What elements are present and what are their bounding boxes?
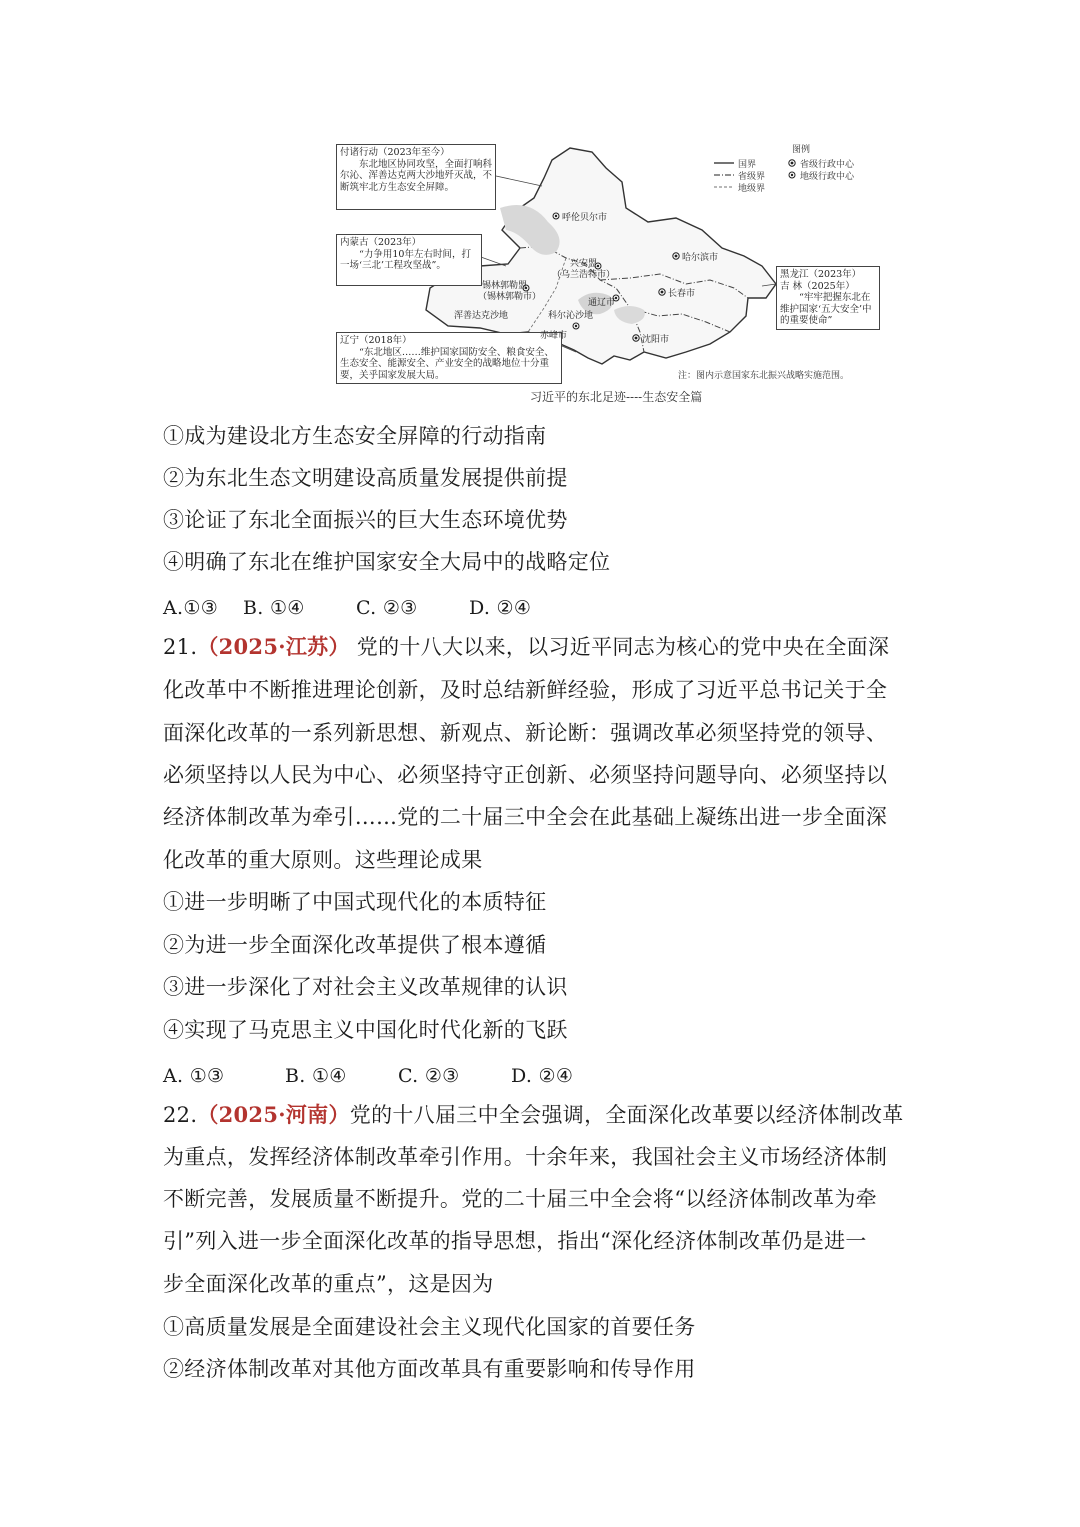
city-label-chifeng: 赤峰市	[540, 331, 568, 341]
legend-title: 图例	[792, 145, 811, 155]
q22-number: 22.	[163, 1103, 198, 1127]
figure-caption: 习近平的东北足迹----生态安全篇	[530, 390, 703, 404]
q21-number: 21.	[163, 635, 198, 659]
city-label-changchun: 长春市	[668, 289, 696, 299]
q22-statement-2: ②经济体制改革对其他方面改革具有重要影响和传导作用	[163, 1357, 696, 1381]
q22-stem-line-3: 不断完善，发展质量不断提升。党的二十届三中全会将“以经济体制改革为牵	[163, 1187, 877, 1211]
annotation-title: 内蒙古（2023年）	[340, 237, 422, 248]
q22-stem-line-5: 步全面深化改革的重点”，这是因为	[163, 1272, 494, 1296]
city-label-wulanhaote: （乌兰浩特市）	[552, 270, 616, 280]
q22-stem-line-1	[163, 1101, 904, 1129]
annotation-box-inner-mongolia	[336, 234, 482, 286]
q21-statement-4: ④实现了马克思主义中国化时代化新的飞跃	[163, 1018, 568, 1042]
q21-stem-text: 党的十八大以来，以习近平同志为核心的党中央在全面深	[356, 635, 890, 659]
city-label-harbin: 哈尔滨市	[682, 253, 719, 263]
q22-stem-line-4: 引”列入进一步全面深化改革的指导思想，指出“深化经济体制改革仍是进一	[163, 1229, 867, 1253]
q21-stem-line-3: 面深化改革的一系列新思想、新观点、新论断：强调改革必须坚持党的领导、	[163, 721, 888, 745]
q20-statement-1: ①成为建设北方生态安全屏障的行动指南	[163, 424, 547, 448]
q20-option-a[interactable]: A.①③	[163, 597, 219, 619]
q21-option-c[interactable]: C. ②③	[398, 1065, 460, 1087]
leader-line	[496, 176, 542, 186]
annotation-box-action	[336, 144, 496, 210]
q21-source: （2025·江苏）	[197, 634, 350, 659]
q22-source: （2025·河南）	[197, 1102, 350, 1127]
q20-statement-2: ②为东北生态文明建设高质量发展提供前提	[163, 466, 568, 490]
annotation-title: 吉 林（2025年）	[780, 280, 855, 292]
annotation-title: 辽宁（2018年）	[340, 335, 412, 346]
legend-prefecture-border: 地级界	[738, 184, 766, 194]
annotation-body: “力争用10年左右时间，打一场‘三北’工程攻坚战”。	[340, 248, 471, 271]
city-label-hunshandake: 浑善达克沙地	[454, 311, 509, 321]
legend-national-border: 国界	[738, 160, 757, 170]
q21-option-d[interactable]: D. ②④	[511, 1065, 574, 1087]
annotation-body: “东北地区……维护国家国防安全、粮食安全、生态安全、能源安全、产业安全的战略地位十分重要，关乎国家发展大局。	[340, 346, 554, 381]
map-note: 注：图内示意国家东北振兴战略实施范围。	[678, 371, 850, 381]
q21-option-b[interactable]: B. ①④	[285, 1065, 347, 1087]
legend-prefecture-center: 地级行政中心	[800, 172, 855, 182]
legend-provincial-border: 省级界	[738, 172, 766, 182]
q21-statement-3: ③进一步深化了对社会主义改革规律的认识	[163, 975, 568, 999]
annotation-body: 东北地区协同攻坚，全面打响科尔沁、浑善达克两大沙地歼灭战，不断筑牢北方生态安全屏障。	[340, 158, 493, 193]
annotation-title: 黑龙江（2023年）	[780, 269, 862, 280]
q20-statement-4: ④明确了东北在维护国家安全大局中的战略定位	[163, 550, 611, 574]
q21-options	[163, 1062, 573, 1090]
q22-stem-text: 党的十八届三中全会强调，全面深化改革要以经济体制改革	[349, 1103, 904, 1127]
q21-stem-line-1	[163, 633, 889, 661]
q20-option-b[interactable]: B. ①④	[243, 597, 305, 619]
q22-statement-1: ①高质量发展是全面建设社会主义现代化国家的首要任务	[163, 1315, 696, 1339]
q21-statement-2: ②为进一步全面深化改革提供了根本遵循	[163, 933, 547, 957]
city-label-tongliao: 通辽市	[588, 298, 616, 308]
annotation-title: 付诸行动（2023年至今）	[340, 147, 450, 158]
q20-option-d[interactable]: D. ②④	[469, 597, 532, 619]
q20-option-c[interactable]: C. ②③	[356, 597, 418, 619]
q21-stem-line-2: 化改革中不断推进理论创新，及时总结新鲜经验，形成了习近平总书记关于全	[163, 678, 888, 702]
city-label-xilinguole: 锡林郭勒盟	[482, 281, 528, 291]
city-label-xilinhaote: （锡林郭勒市）	[478, 292, 542, 302]
q20-options	[163, 594, 531, 622]
city-label-keerqin: 科尔沁沙地	[548, 311, 594, 321]
q20-statement-3: ③论证了东北全面振兴的巨大生态环境优势	[163, 508, 568, 532]
q21-stem-line-4: 必须坚持以人民为中心、必须坚持守正创新、必须坚持问题导向、必须坚持以	[163, 763, 888, 787]
q21-stem-line-5: 经济体制改革为牵引……党的二十届三中全会在此基础上凝练出进一步全面深	[163, 805, 888, 829]
q21-statement-1: ①进一步明晰了中国式现代化的本质特征	[163, 890, 547, 914]
annotation-body: “牢牢把握东北在维护国家‘五大安全’中的重要使命”	[780, 292, 872, 326]
city-label-shenyang: 沈阳市	[642, 335, 670, 345]
legend-provincial-center: 省级行政中心	[800, 160, 855, 170]
q21-stem-line-6: 化改革的重大原则。这些理论成果	[163, 848, 483, 872]
annotation-box-liaoning	[336, 332, 562, 384]
city-label-xinganmeng: 兴安盟	[570, 259, 598, 269]
map-figure	[330, 138, 886, 390]
annotation-box-heilongjiang-jilin	[776, 266, 880, 330]
city-label-hulunbuir: 呼伦贝尔市	[562, 213, 608, 223]
q22-stem-line-2: 为重点，发挥经济体制改革牵引作用。十余年来，我国社会主义市场经济体制	[163, 1145, 888, 1169]
q21-option-a[interactable]: A. ①③	[163, 1065, 225, 1087]
